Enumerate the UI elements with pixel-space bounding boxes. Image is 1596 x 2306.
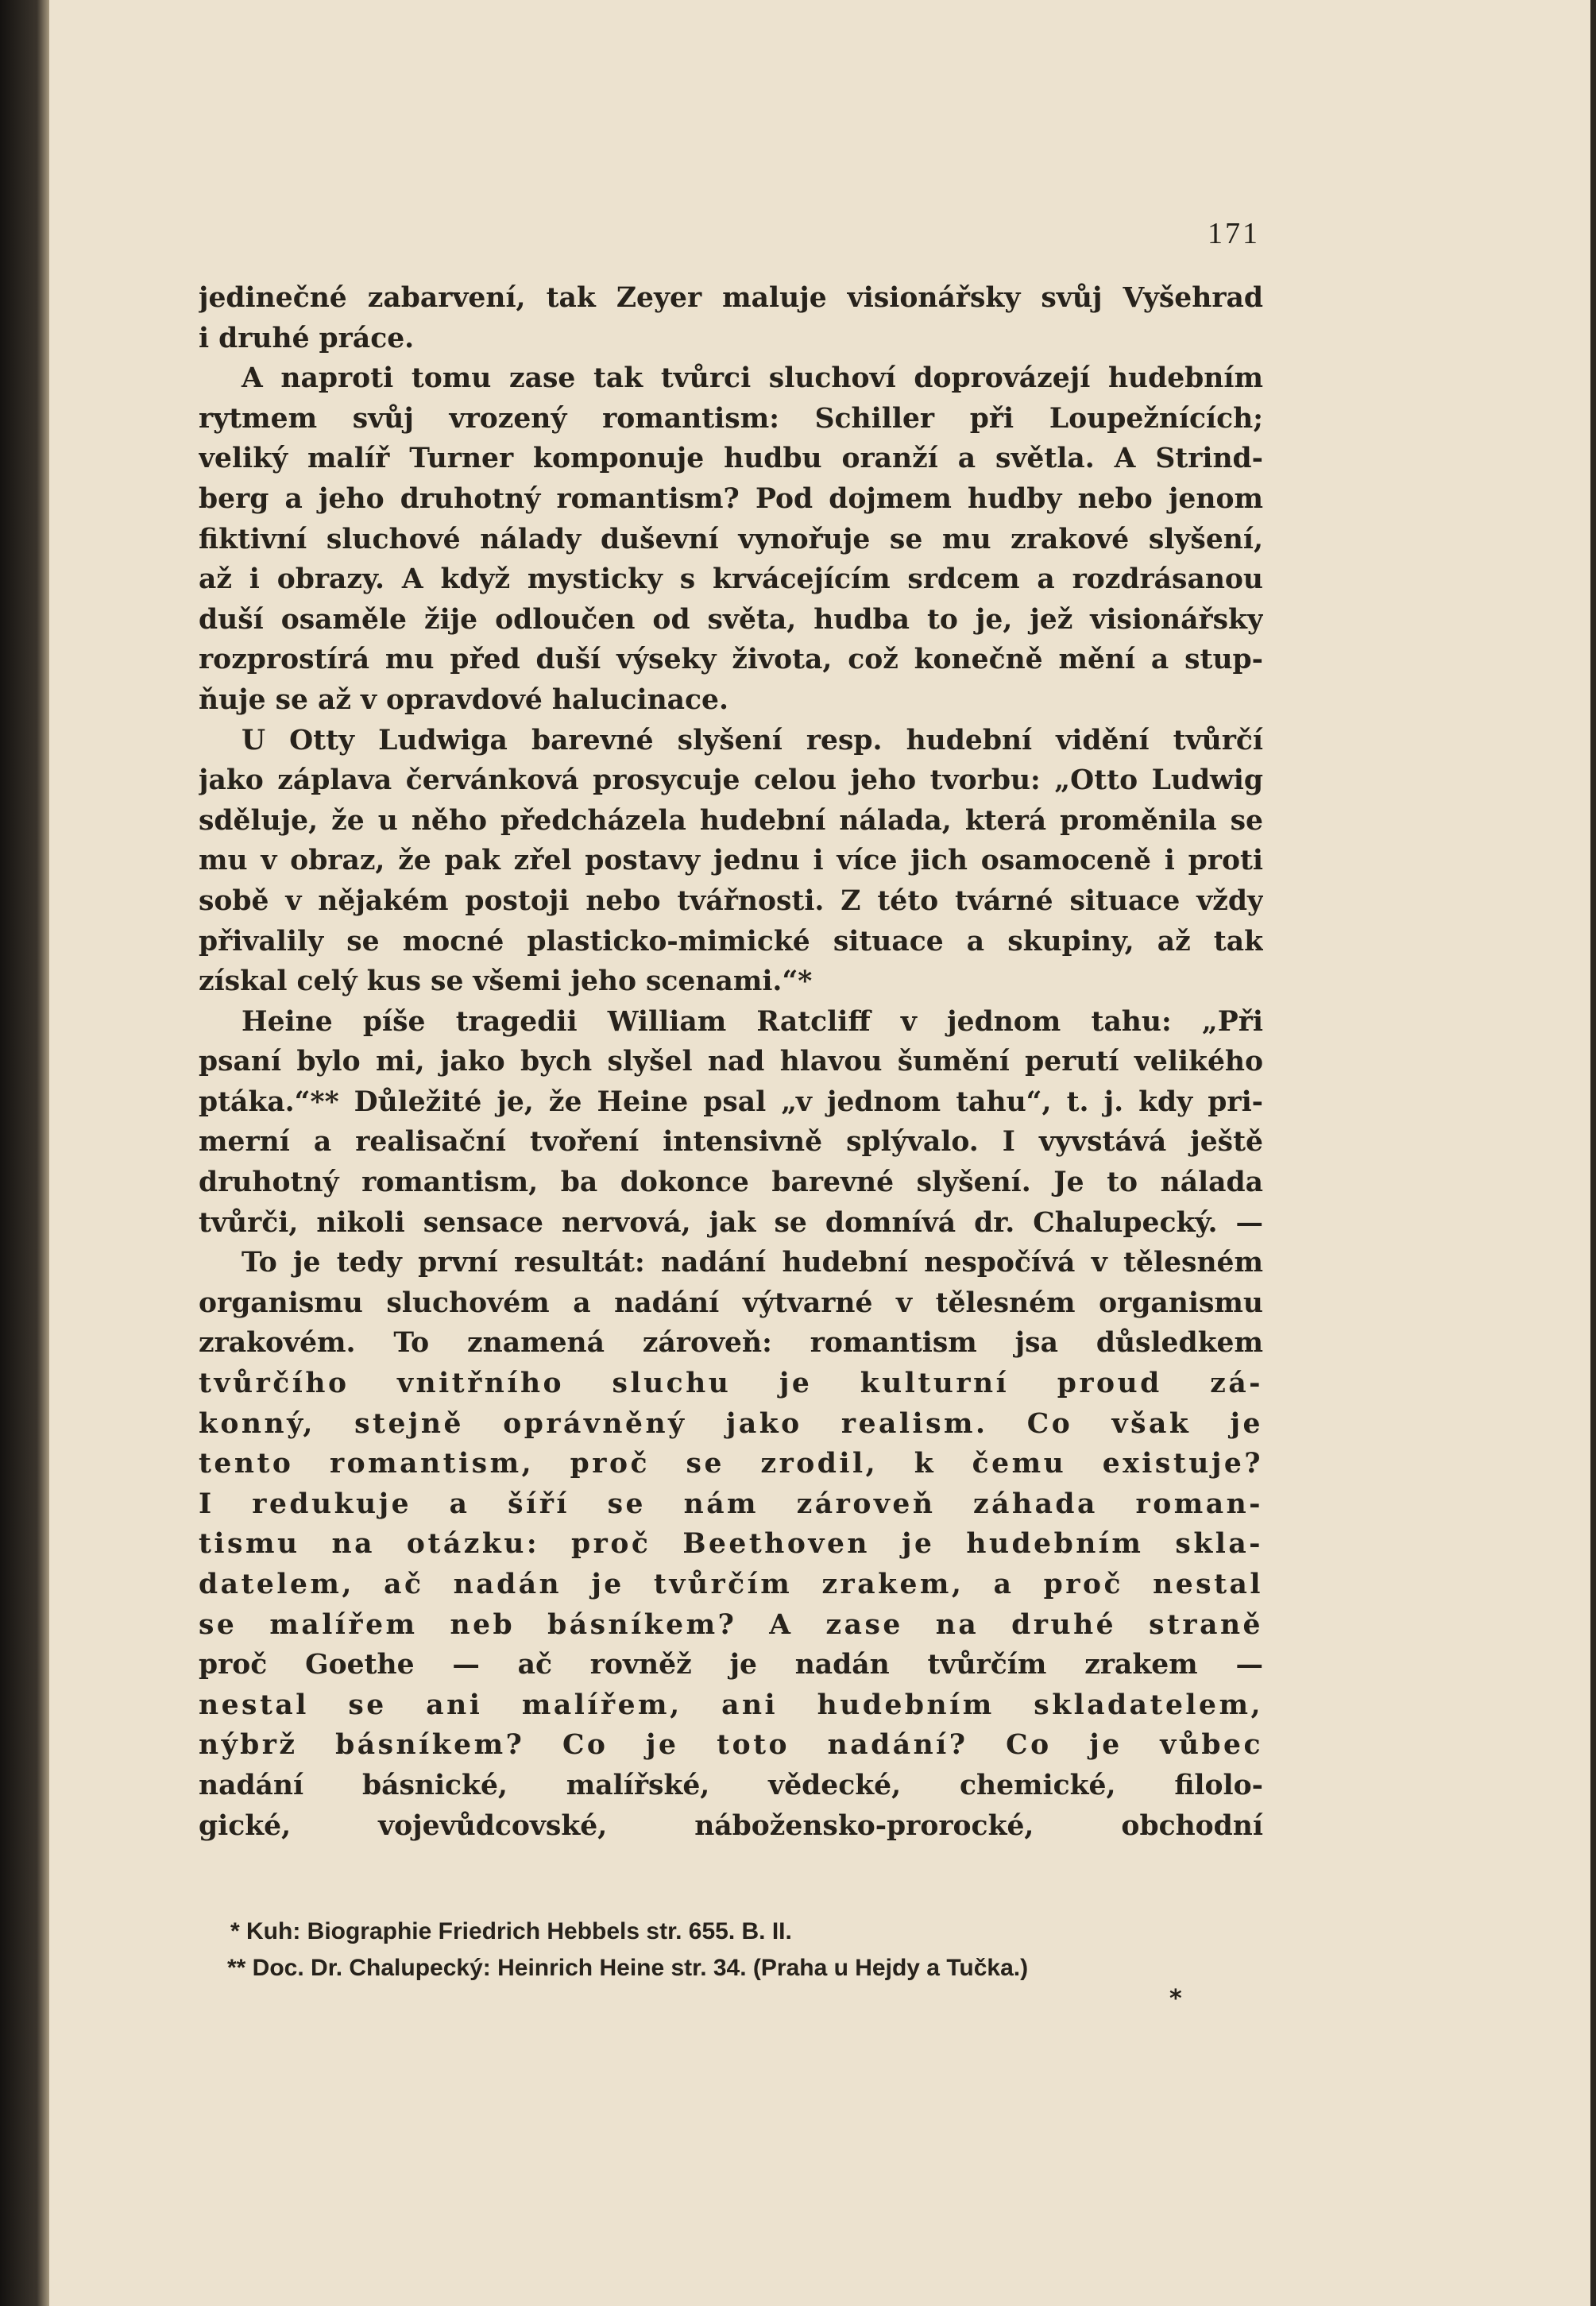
text-line: jedinečné zabarvení, tak Zeyer maluje visionářsky svůj Vyšehrad [199,282,1263,314]
text-line: mu v obraz, že pak zřel postavy jednu i více jich osamoceně i proti [199,845,1263,877]
text-line: získal celý kus se všemi jeho scenami.“* [199,965,813,998]
text-line: A naproti tomu zase tak tvůrci sluchoví doprovázejí hudebním [242,362,1263,395]
text-line: rytmem svůj vrozený romantism: Schiller při Loupežnících; [199,402,1263,435]
text-line: nadání básnické, malířské, vědecké, chemické, filolo- [199,1769,1263,1801]
page-right-edge [1590,0,1596,2306]
text-line: přivalily se mocné plasticko-mimické situace a skupiny, až tak [199,925,1263,958]
text-line: nýbrž básníkem? Co je toto nadání? Co je vůbec [199,1729,1263,1762]
text-line: konný, stejně oprávněný jako realism. Co však je [199,1407,1263,1440]
footnotes [227,1913,1279,1987]
text-line: ňuje se až v opravdové halucinace. [199,683,729,716]
footnote: * Kuh: Biographie Friedrich Hebbels str. 655. B. II. [230,1918,792,1944]
text-line: nestal se ani malířem, ani hudebním skladatelem, [199,1689,1263,1721]
book-binding-edge [0,0,49,2306]
text-line: rozprostírá mu před duší výseky života, což konečně mění a stup- [199,644,1263,676]
page-number: 171 [1208,217,1260,250]
text-line: tvůrči, nikoli sensace nervová, jak se domnívá dr. Chalupecký. — [199,1206,1263,1239]
text-line: ptáka.“** Důležité je, že Heine psal „v jednom tahu“, t. j. kdy pri- [199,1085,1263,1118]
text-line: organismu sluchovém a nadání výtvarné v tělesném organismu [199,1286,1263,1319]
text-line: Heine píše tragedii William Ratcliff v jednom tahu: „Při [242,1005,1263,1038]
text-line: jako záplava červánková prosycuje celou jeho tvorbu: „Otto Ludwig [199,764,1263,797]
text-line: duší osaměle žije odloučen od světa, hudba to je, jež visionářsky [199,603,1263,636]
text-line: až i obrazy. A když mysticky s krvácejícím srdcem a rozdrásanou [199,563,1263,596]
text-line: i druhé práce. [199,322,415,354]
text-line: tismu na otázku: proč Beethoven je hudebním skla- [199,1528,1263,1561]
body-text [199,278,1263,1846]
text-line: tento romantism, proč se zrodil, k čemu existuje? [199,1448,1263,1480]
text-line: proč Goethe — ač rovněž je nadán tvůrčím zrakem — [199,1649,1263,1681]
text-line: sděluje, že u něho předcházela hudební nálada, která proměnila se [199,804,1263,837]
text-line: datelem, ač nadán je tvůrčím zrakem, a proč nestal [199,1569,1263,1600]
text-line: zrakovém. To znamená zároveň: romantism jsa důsledkem [199,1327,1263,1360]
text-line: gické, vojevůdcovské, nábožensko-prorocké, obchodní [199,1809,1263,1842]
text-line: U Otty Ludwiga barevné slyšení resp. hudební vidění tvůrčí [242,724,1263,756]
text-line: veliký malíř Turner komponuje hudbu oranží a světla. A Strind- [199,443,1263,475]
text-line: I redukuje a šíří se nám zároveň záhada roman- [199,1488,1263,1520]
text-line: druhotný romantism, ba dokonce barevné slyšení. Je to nálada [199,1167,1263,1199]
text-line: fiktivní sluchové nálady duševní vynořuje se mu zrakové slyšení, [199,523,1263,555]
text-line: berg a jeho druhotný romantism? Pod dojmem hudby nebo jenom [199,482,1263,515]
text-line: merní a realisační tvoření intensivně splývalo. I vyvstává ještě [199,1126,1263,1159]
text-line: tvůrčího vnitřního sluchu je kulturní proud zá- [199,1368,1263,1400]
text-line: To je tedy první resultát: nadání hudební nespočívá v tělesném [242,1247,1263,1279]
signature-mark: * [1169,1985,1182,2013]
text-line: psaní bylo mi, jako bych slyšel nad hlavou šumění perutí velikého [199,1046,1263,1078]
text-line: sobě v nějakém postoji nebo tvářnosti. Z této tvárné situace vždy [199,884,1263,917]
text-line: se malířem neb básníkem? A zase na druhé straně [199,1608,1263,1641]
footnote: ** Doc. Dr. Chalupecký: Heinrich Heine str. 34. (Praha u Hejdy a Tučka.) [227,1955,1029,1981]
